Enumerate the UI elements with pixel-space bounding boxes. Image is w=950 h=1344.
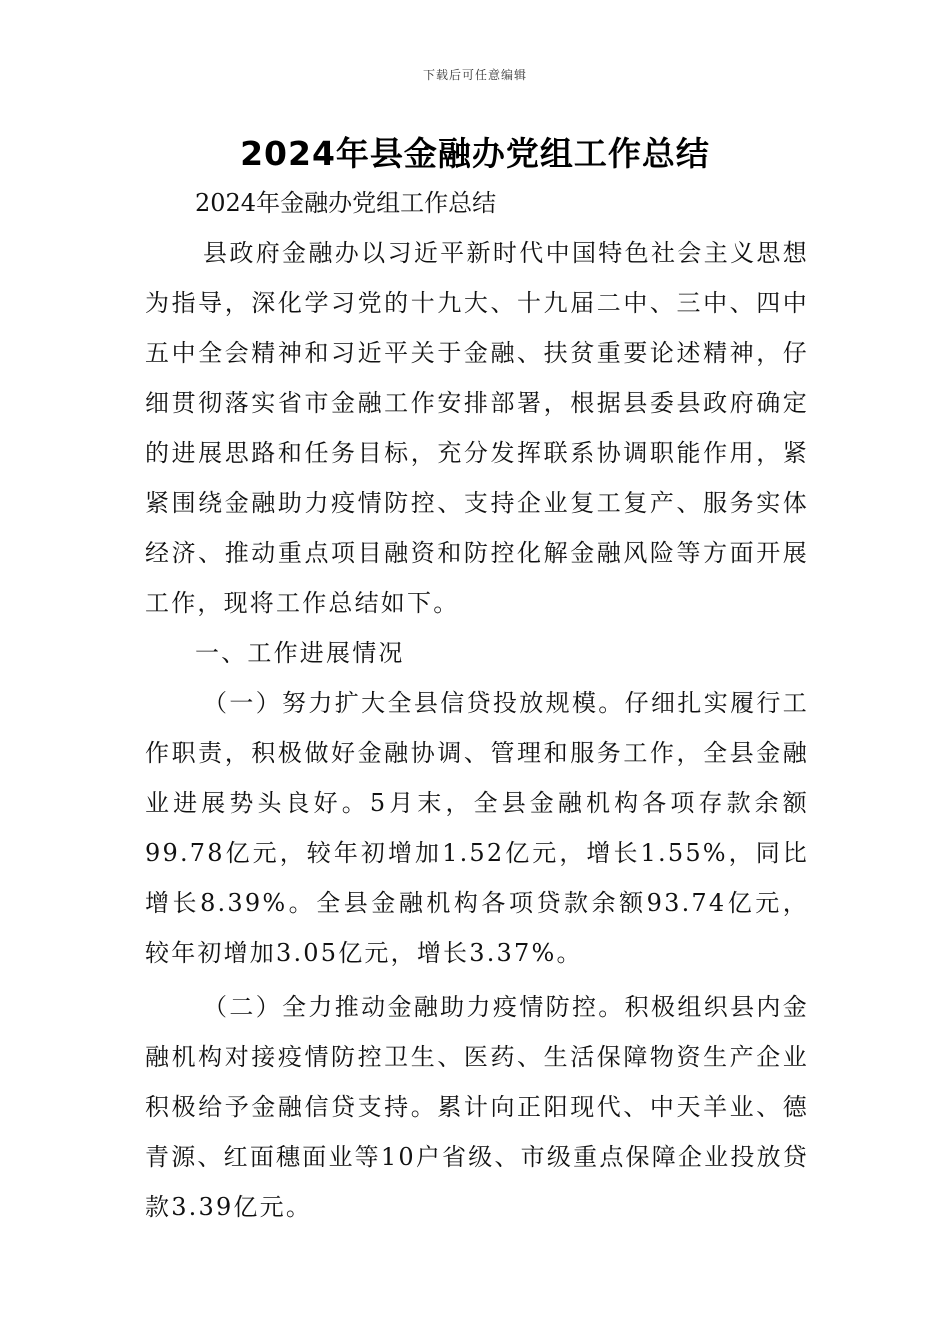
header-note: 下载后可任意编辑 — [422, 68, 527, 82]
item-paragraph-2: （二）全力推动金融助力疫情防控。积极组织县内金融机构对接疫情防控卫生、医药、生活保障物资生产企业积极给予金融信贷支持。累计向正阳现代、中天羊业、德青源、红面穗面业等10户省级、市级重点保障企业投放贷款3.39亿元。 — [145, 993, 809, 1221]
item-paragraph-1: （一）努力扩大全县信贷投放规模。仔细扎实履行工作职责，积极做好金融协调、管理和服务工作，全县金融业进展势头良好。5月末，全县金融机构各项存款余额99.78亿元，较年初增加1.52亿元，增长1.55%，同比增长8.39%。全县金融机构各项贷款余额93.74亿元，较年初增加3.05亿元，增长3.37%。 — [145, 689, 809, 967]
section-heading: 一、工作进展情况 — [195, 639, 405, 667]
document-subtitle: 2024年金融办党组工作总结 — [195, 189, 497, 217]
document-title: 2024年县金融办党组工作总结 — [240, 134, 710, 173]
intro-paragraph: 县政府金融办以习近平新时代中国特色社会主义思想为指导，深化学习党的十九大、十九届二中、三中、四中五中全会精神和习近平关于金融、扶贫重要论述精神，仔细贯彻落实省市金融工作安排部署，根据县委县政府确定的进展思路和任务目标，充分发挥联系协调职能作用，紧紧围绕金融助力疫情防控、支持企业复工复产、服务实体经济、推动重点项目融资和防控化解金融风险等方面开展工作，现将工作总结如下。 — [145, 239, 809, 617]
document-body — [145, 178, 809, 1232]
